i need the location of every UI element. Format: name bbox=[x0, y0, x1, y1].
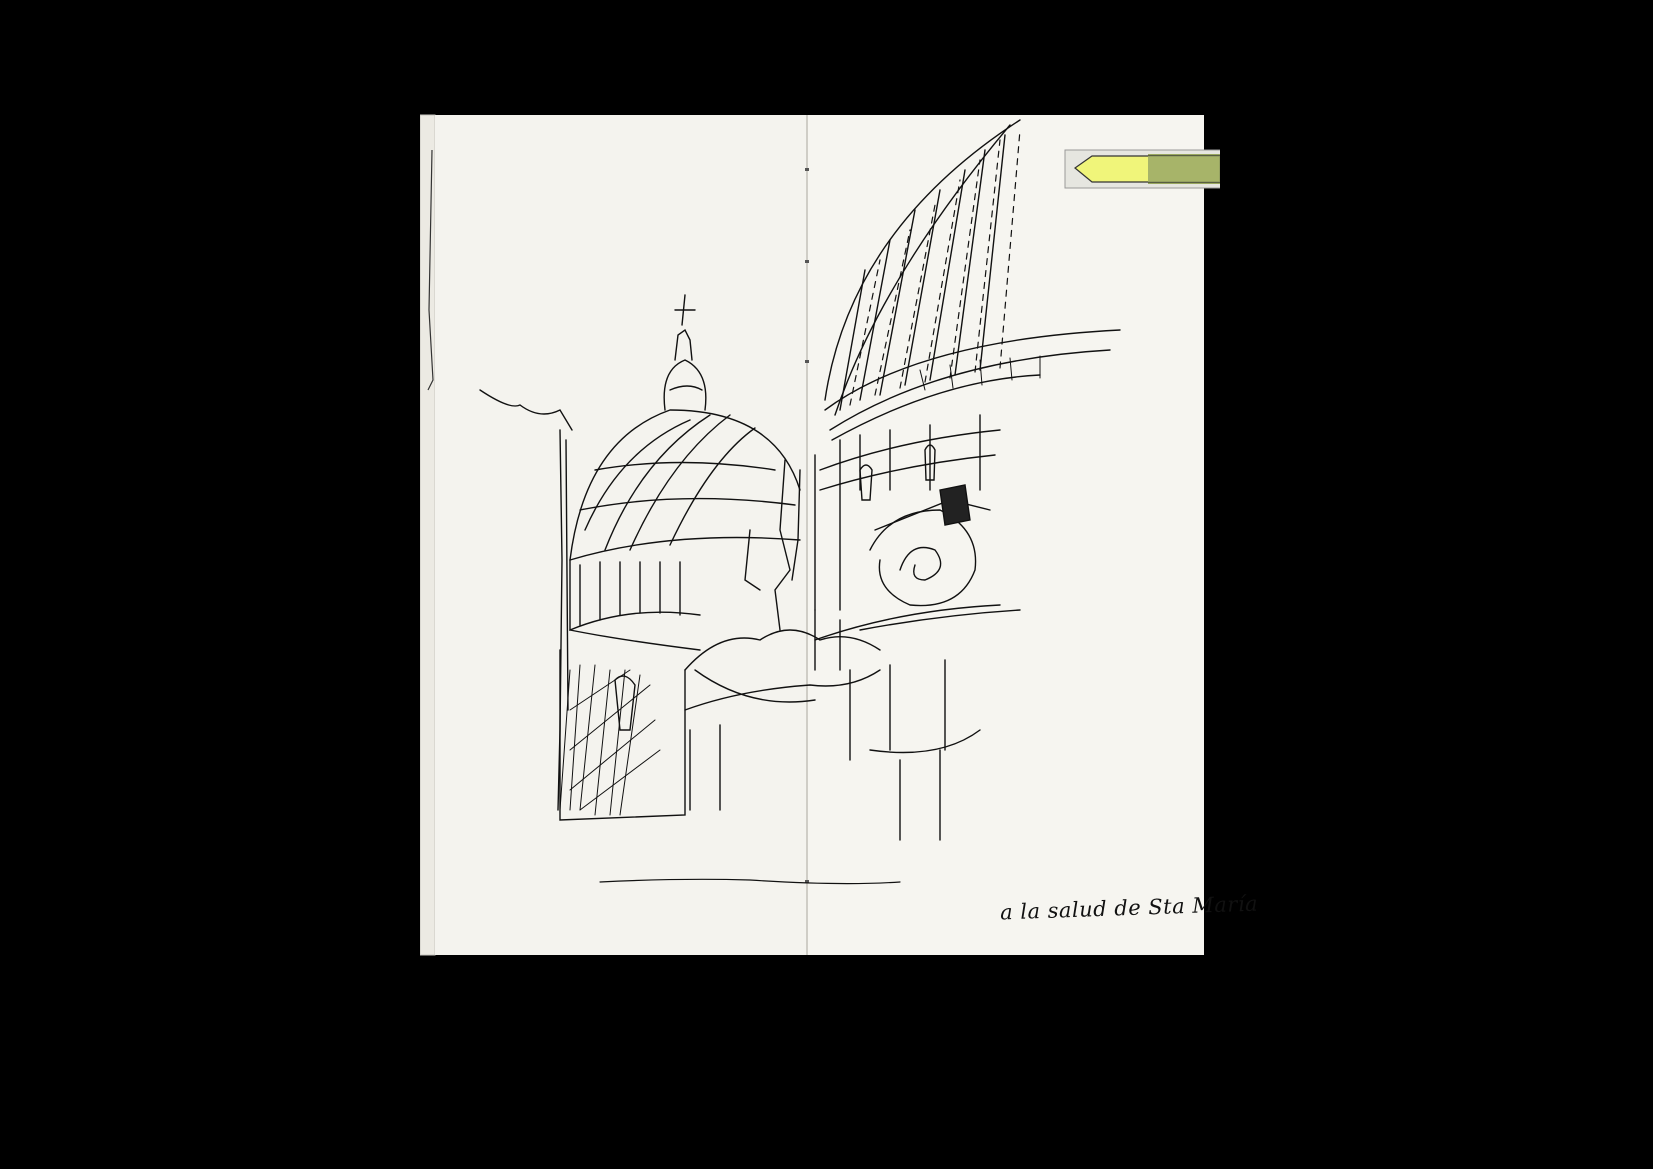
bookmark-tab bbox=[1065, 150, 1220, 188]
sketch-caption: a la salud de Sta María bbox=[999, 891, 1259, 925]
open-sketchbook bbox=[420, 110, 1220, 960]
right-page bbox=[807, 115, 1204, 955]
sketch-spread bbox=[420, 110, 1220, 960]
left-page bbox=[435, 115, 807, 955]
